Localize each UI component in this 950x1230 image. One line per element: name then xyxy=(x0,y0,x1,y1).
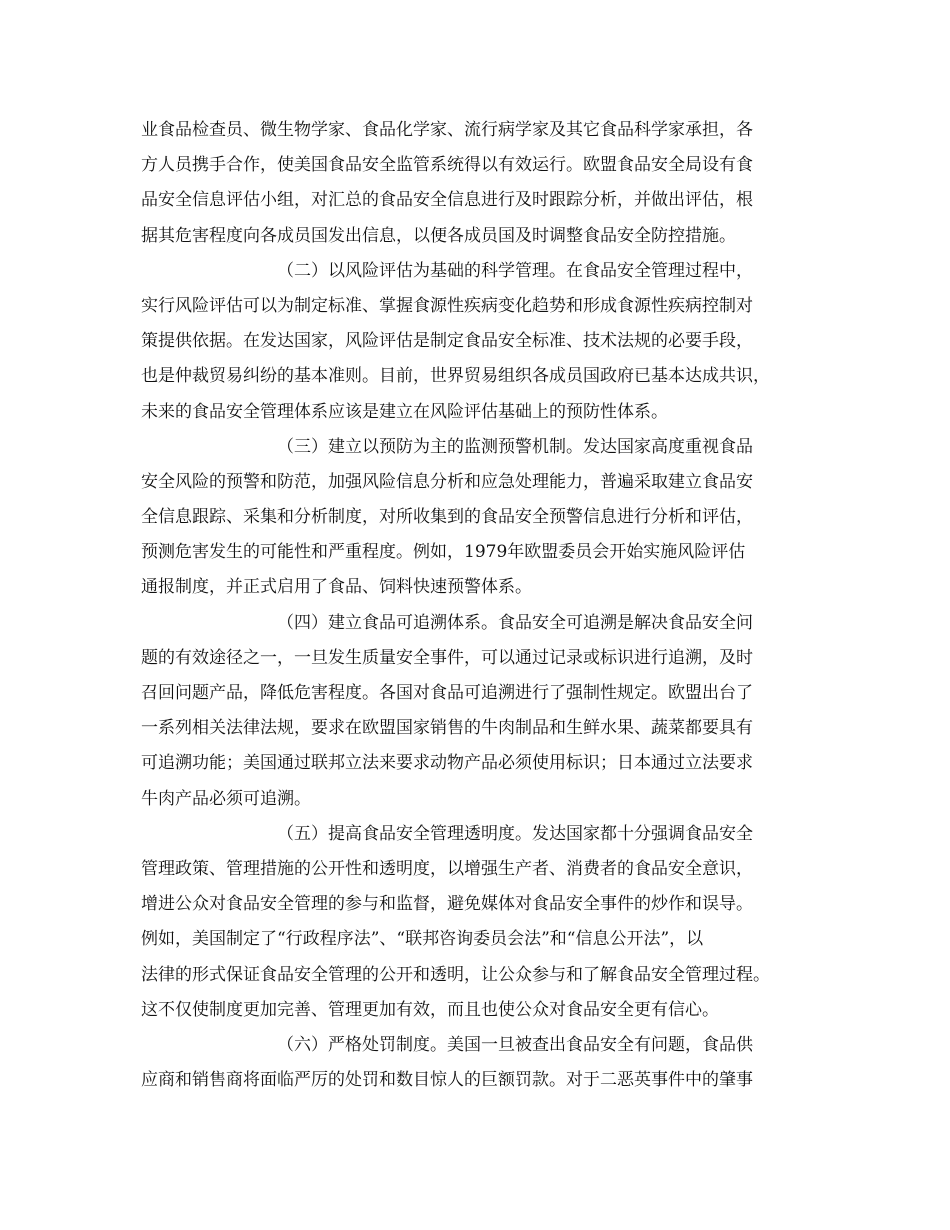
text-line: 品安全信息评估小组，对汇总的食品安全信息进行及时跟踪分析，并做出评估，根 xyxy=(141,190,753,211)
text-line: 据其危害程度向各成员国发出信息，以便各成员国及时调整食品安全防控措施。 xyxy=(141,225,736,246)
text-line: 例如，美国制定了“行政程序法”、“联邦咨询委员会法”和“信息公开法”，以 xyxy=(141,929,704,950)
text-line: 增进公众对食品安全管理的参与和监督，避免媒体对食品安全事件的炒作和误导。 xyxy=(141,894,753,915)
text-line: 全信息跟踪、采集和分析制度，对所收集到的食品安全预警信息进行分析和评估， xyxy=(141,507,753,528)
section-heading-line: （四）建立食品可追溯体系。食品安全可追溯是解决食品安全问 xyxy=(277,612,753,633)
section-heading-line: （五）提高食品安全管理透明度。发达国家都十分强调食品安全 xyxy=(277,823,753,844)
text-line: 应商和销售商将面临严厉的处罚和数目惊人的巨额罚款。对于二恶英事件中的肇事 xyxy=(141,1070,753,1091)
body-text xyxy=(141,113,821,1098)
section-heading-line: （三）建立以预防为主的监测预警机制。发达国家高度重视食品 xyxy=(277,436,753,457)
text-line: 这不仅使制度更加完善、管理更加有效，而且也使公众对食品安全更有信心。 xyxy=(141,999,719,1020)
text-line: 可追溯功能；美国通过联邦立法来要求动物产品必须使用标识；日本通过立法要求 xyxy=(141,753,753,774)
text-line: 牛肉产品必须可追溯。 xyxy=(141,788,311,809)
text-line: 预测危害发生的可能性和严重程度。例如，1979年欧盟委员会开始实施风险评估 xyxy=(141,542,746,563)
text-line: 召回问题产品，降低危害程度。各国对食品可追溯进行了强制性规定。欧盟出台了 xyxy=(141,683,753,703)
text-line: 安全风险的预警和防范，加强风险信息分析和应急处理能力，普遍采取建立食品安 xyxy=(141,471,753,492)
text-line: 方人员携手合作，使美国食品安全监管系统得以有效运行。欧盟食品安全局设有食 xyxy=(141,155,753,176)
section-heading-line: （二）以风险评估为基础的科学管理。在食品安全管理过程中， xyxy=(277,260,753,281)
section-heading-line: （六）严格处罚制度。美国一旦被查出食品安全有问题，食品供 xyxy=(277,1034,753,1055)
text-line: 未来的食品安全管理体系应该是建立在风险评估基础上的预防性体系。 xyxy=(141,401,668,422)
text-line: 业食品检查员、微生物学家、食品化学家、流行病学家及其它食品科学家承担，各 xyxy=(141,120,753,140)
text-line: 题的有效途径之一，一旦发生质量安全事件，可以通过记录或标识进行追溯，及时 xyxy=(141,647,753,668)
text-line: 策提供依据。在发达国家，风险评估是制定食品安全标准、技术法规的必要手段， xyxy=(141,331,753,352)
text-line: 管理政策、管理措施的公开性和透明度，以增强生产者、消费者的食品安全意识， xyxy=(141,858,753,879)
text-line: 通报制度，并正式启用了食品、饲料快速预警体系。 xyxy=(141,577,532,598)
text-line: 实行风险评估可以为制定标准、掌握食源性疾病变化趋势和形成食源性疾病控制对 xyxy=(141,295,753,316)
text-line: 法律的形式保证食品安全管理的公开和透明，让公众参与和了解食品安全管理过程。 xyxy=(141,964,770,985)
text-line: 一系列相关法律法规，要求在欧盟国家销售的牛肉制品和生鲜水果、蔬菜都要具有 xyxy=(141,718,753,739)
text-line: 也是仲裁贸易纠纷的基本准则。目前，世界贸易组织各成员国政府已基本达成共识， xyxy=(141,366,770,387)
